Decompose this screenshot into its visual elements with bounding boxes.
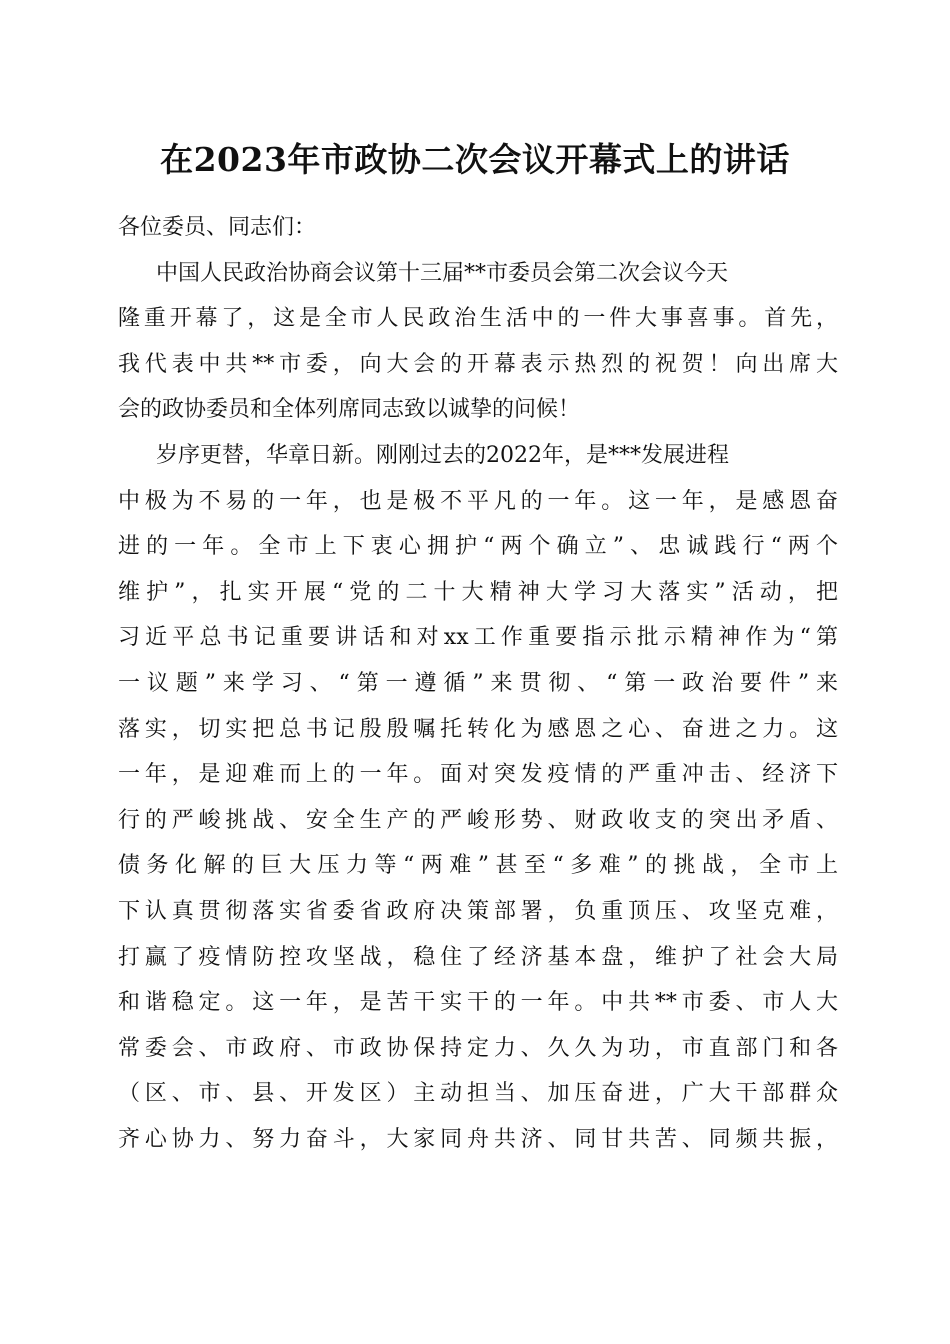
text-line: 中极为不易的一年，也是极不平凡的一年。这一年，是感恩奋 (118, 488, 838, 514)
text-line: 中国人民政治协商会议第十三届**市委员会第二次会议今天 (156, 260, 729, 286)
text-line: 债务化解的巨大压力等“两难”甚至“多难”的挑战，全市上 (118, 853, 838, 879)
text-line: 齐心协力、努力奋斗，大家同舟共济、同甘共苦、同频共振， (118, 1126, 838, 1152)
text-line: 会的政协委员和全体列席同志致以诚挚的问候！ (118, 397, 581, 423)
text-line: 维护”，扎实开展“党的二十大精神大学习大落实”活动，把 (118, 579, 838, 605)
text-line: 我代表中共**市委，向大会的开幕表示热烈的祝贺！向出席大 (118, 351, 838, 377)
text-line: 一年，是迎难而上的一年。面对突发疫情的严重冲击、经济下 (118, 762, 838, 788)
page-title: 在2023年市政协二次会议开幕式上的讲话 (160, 140, 790, 179)
text-line: 落实，切实把总书记殷殷嘱托转化为感恩之心、奋进之力。这 (118, 716, 838, 742)
text-line: 岁序更替，华章日新。刚刚过去的2022年，是***发展进程 (156, 442, 729, 468)
text-line: 常委会、市政府、市政协保持定力、久久为功，市直部门和各 (118, 1035, 838, 1061)
text-line: 一议题”来学习、“第一遵循”来贯彻、“第一政治要件”来 (118, 670, 838, 696)
text-line: 行的严峻挑战、安全生产的严峻形势、财政收支的突出矛盾、 (118, 807, 838, 833)
text-line: 习近平总书记重要讲话和对xx工作重要指示批示精神作为“第 (118, 625, 838, 651)
text-line: 隆重开幕了，这是全市人民政治生活中的一件大事喜事。首先， (118, 306, 838, 332)
speech-body (118, 205, 838, 1162)
salutation: 各位委员、同志们： (118, 215, 317, 240)
text-line: 和谐稳定。这一年，是苦干实干的一年。中共**市委、市人大 (118, 990, 838, 1016)
text-line: 下认真贯彻落实省委省政府决策部署，负重顶压、攻坚克难， (118, 898, 838, 924)
text-line: 进的一年。全市上下衷心拥护“两个确立”、忠诚践行“两个 (118, 534, 838, 560)
text-line: （区、市、县、开发区）主动担当、加压奋进，广大干部群众 (118, 1081, 838, 1107)
text-line: 打赢了疫情防控攻坚战，稳住了经济基本盘，维护了社会大局 (118, 944, 838, 970)
